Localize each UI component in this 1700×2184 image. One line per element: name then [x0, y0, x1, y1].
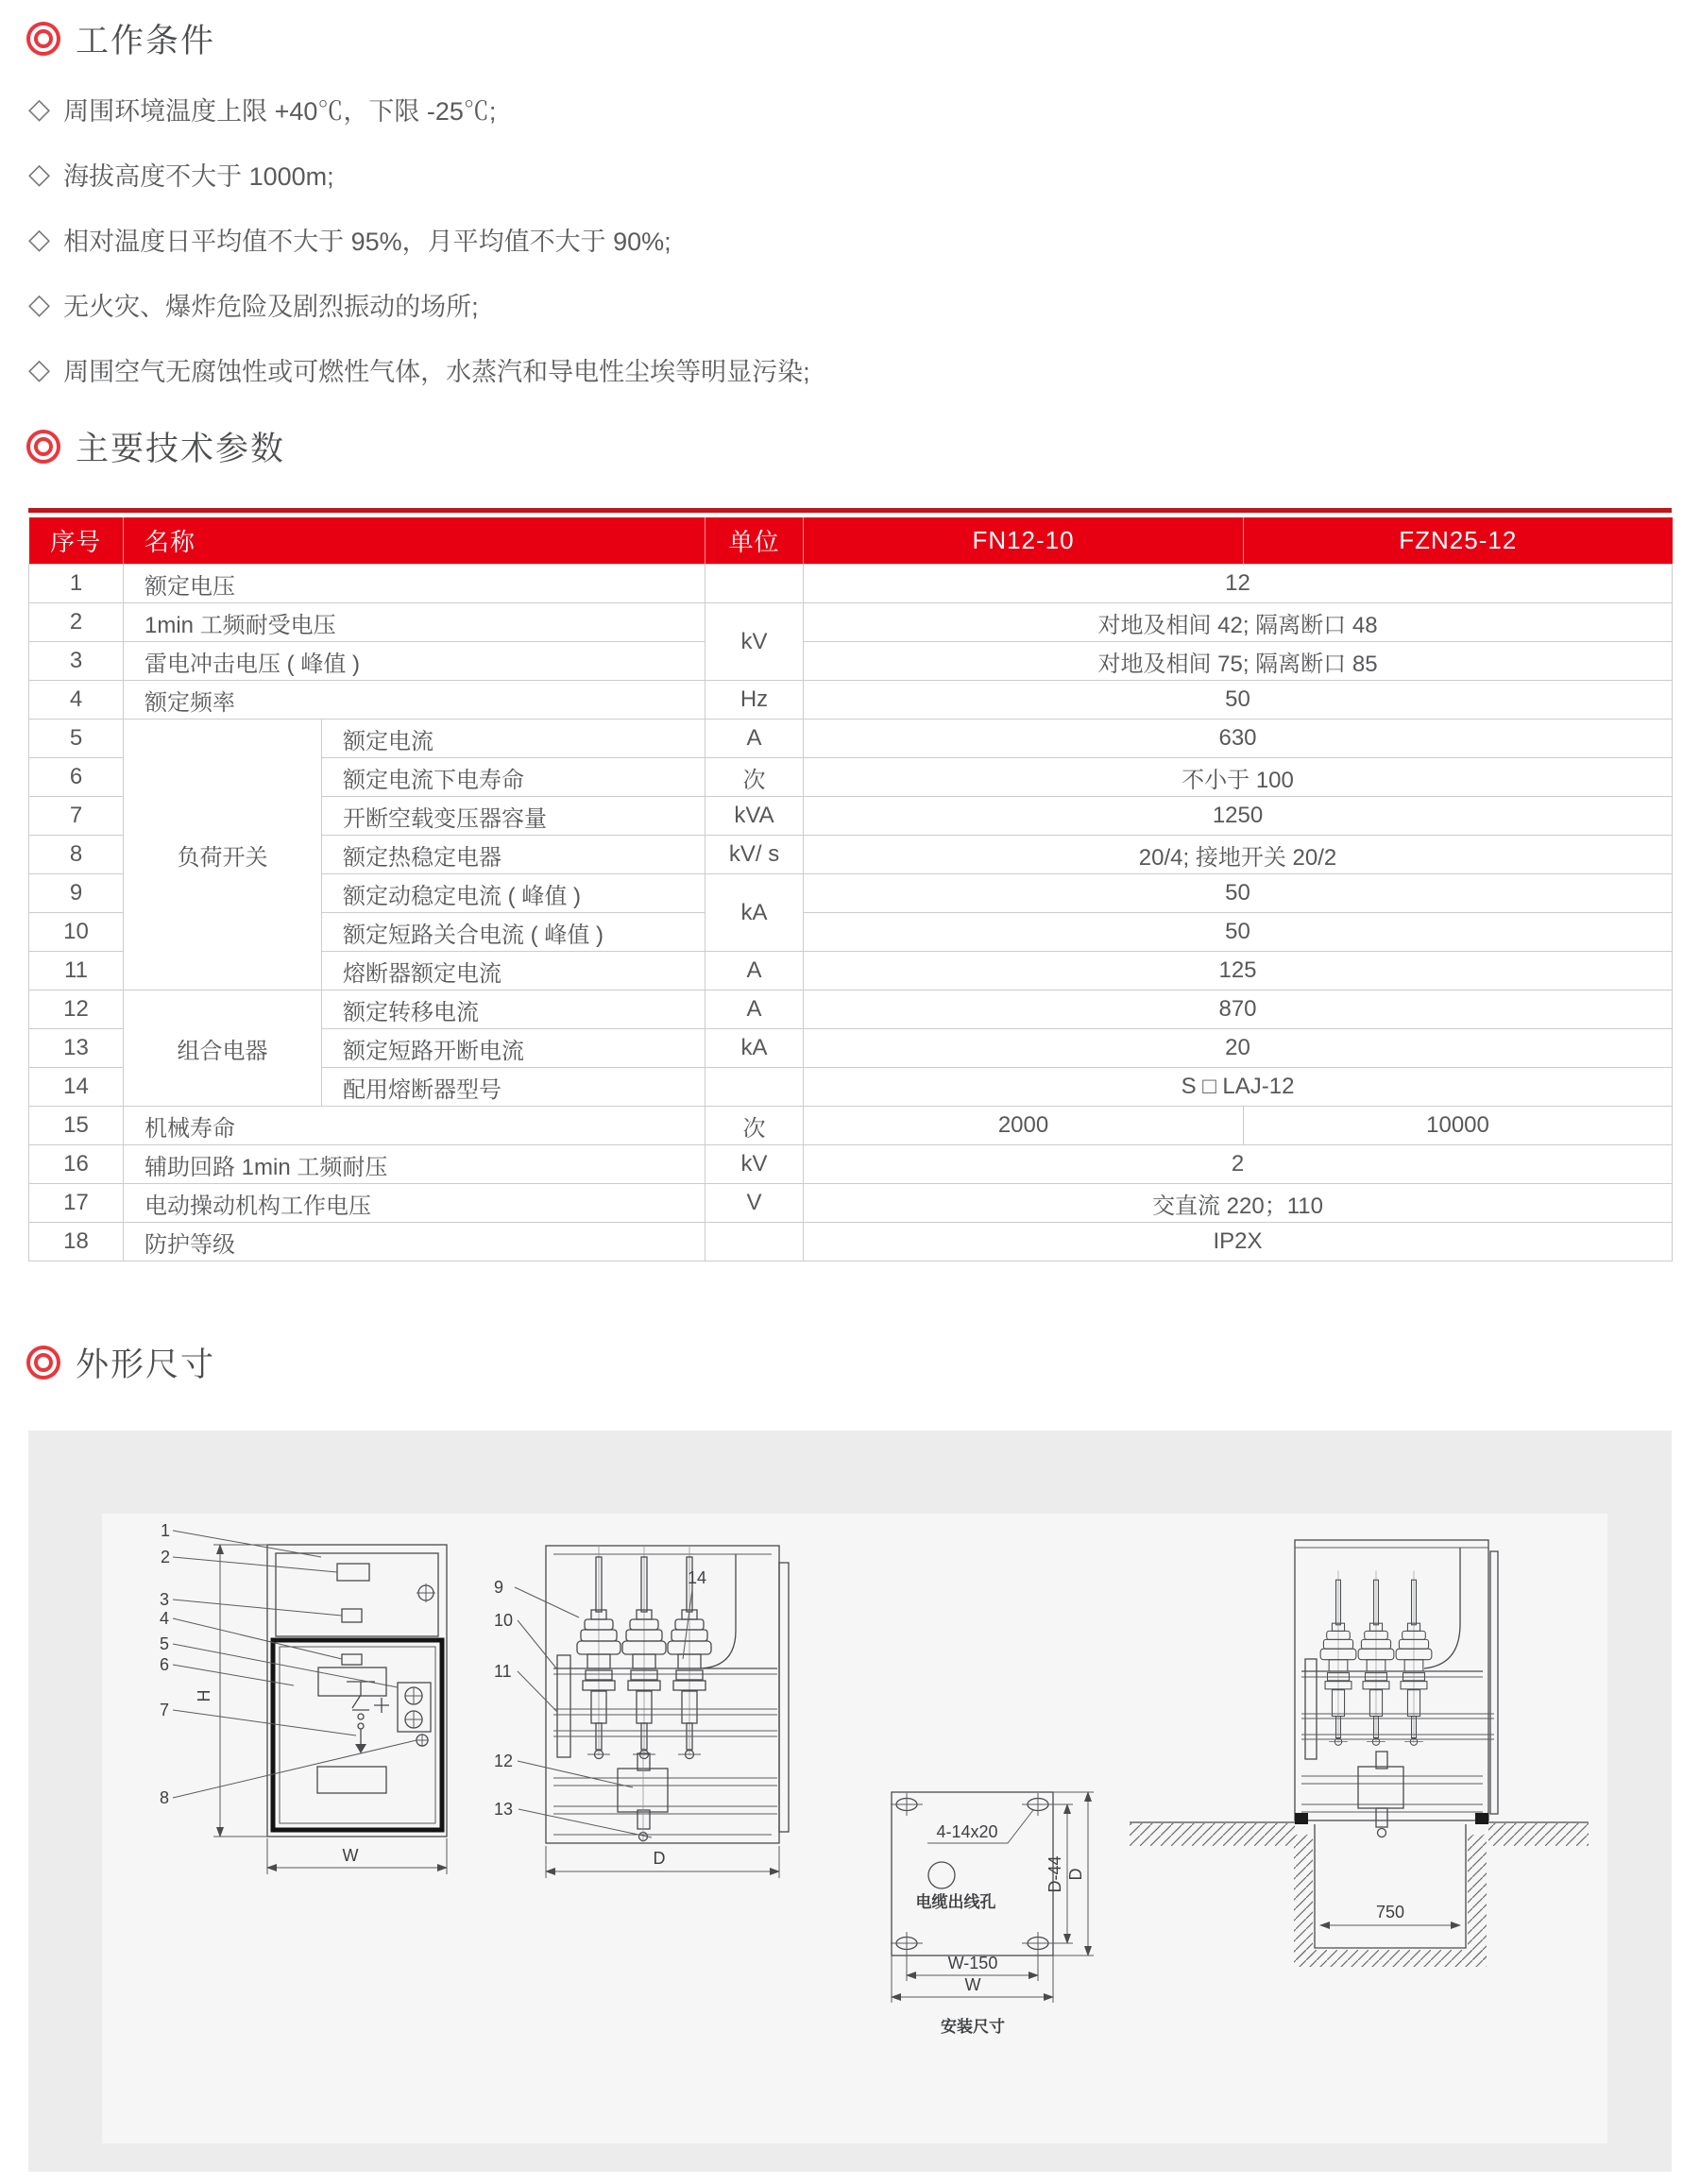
cell-no: 2 [29, 603, 124, 642]
cell-no: 3 [29, 642, 124, 681]
cable-outlet-label: 电缆出线孔 [915, 1893, 996, 1911]
table-row [29, 681, 1673, 720]
bullseye-icon [26, 22, 60, 56]
cell-unit: kV [706, 1145, 804, 1184]
diamond-bullet-icon: ◇ [28, 223, 51, 255]
cell-unit: kV [706, 603, 804, 681]
cell-no: 4 [29, 681, 124, 720]
col-header-name: 名称 [124, 517, 706, 565]
part-label: 11 [494, 1662, 512, 1681]
part-label: 1 [161, 1521, 171, 1540]
cell-value: 1250 [804, 797, 1673, 836]
col-header-unit: 单位 [706, 517, 804, 565]
cell-group-combined-apparatus: 组合电器 [124, 990, 322, 1107]
bullseye-icon [26, 430, 60, 464]
cell-no: 8 [29, 836, 124, 874]
cell-no: 12 [29, 990, 124, 1029]
table-row [29, 1223, 1673, 1261]
cell-unit: A [706, 990, 804, 1029]
cell-name: 机械寿命 [124, 1107, 706, 1145]
cell-value: 870 [804, 990, 1673, 1029]
width-dimension-label: W [342, 1846, 359, 1865]
diamond-bullet-icon: ◇ [28, 353, 51, 385]
cell-unit: 次 [706, 1107, 804, 1145]
cell-no: 9 [29, 874, 124, 913]
cell-value-fn12-10: 2000 [804, 1107, 1244, 1145]
cell-unit: A [706, 720, 804, 758]
cell-no: 10 [29, 913, 124, 952]
cell-no: 16 [29, 1145, 124, 1184]
cell-value: 50 [804, 874, 1673, 913]
cell-name: 额定热稳定电器 [322, 836, 706, 874]
cell-value: S □ LAJ-12 [804, 1068, 1673, 1107]
cell-unit: 次 [706, 758, 804, 797]
part-label: 3 [160, 1590, 170, 1609]
cell-name: 额定电流下电寿命 [322, 758, 706, 797]
table-row [29, 990, 1673, 1029]
parameters-table [28, 517, 1673, 1261]
list-item [28, 337, 810, 402]
section-title: 外形尺寸 [76, 1346, 216, 1383]
list-item [28, 207, 810, 272]
cell-no: 5 [29, 720, 124, 758]
cell-name: 额定频率 [124, 681, 706, 720]
condition-text: 周围环境温度上限 +40℃，下限 -25℃; [63, 97, 497, 126]
dimension-drawings-panel [28, 1431, 1672, 2172]
cell-value: 对地及相间 42; 隔离断口 48 [804, 603, 1673, 642]
trench-width-dimension-label: 750 [1375, 1903, 1405, 1922]
list-item [28, 272, 810, 337]
part-label: 2 [161, 1548, 171, 1566]
section-title: 主要技术参数 [76, 431, 286, 467]
cell-name: 配用熔断器型号 [322, 1068, 706, 1107]
list-item [28, 142, 810, 207]
cell-no: 6 [29, 758, 124, 797]
part-label: 8 [160, 1788, 170, 1807]
part-label: 7 [160, 1701, 170, 1719]
cell-value: 50 [804, 913, 1673, 952]
part-label: 10 [494, 1611, 514, 1630]
cell-unit [706, 1068, 804, 1107]
cell-name: 额定转移电流 [322, 990, 706, 1029]
cell-value: IP2X [804, 1223, 1673, 1261]
cell-name: 防护等级 [124, 1223, 706, 1261]
table-row [29, 642, 1673, 681]
table-row [29, 720, 1673, 758]
cell-name: 熔断器额定电流 [322, 952, 706, 990]
bolt-hole-label: 4-14x20 [936, 1822, 998, 1841]
diamond-bullet-icon: ◇ [28, 288, 51, 320]
table-row [29, 1145, 1673, 1184]
cell-no: 1 [29, 565, 124, 603]
table-row [29, 1184, 1673, 1223]
col-header-no: 序号 [29, 517, 124, 565]
cell-value: 不小于 100 [804, 758, 1673, 797]
mounting-caption: 安装尺寸 [941, 2018, 1005, 2036]
condition-text: 海拔高度不大于 1000m; [63, 162, 334, 191]
cell-name: 额定电压 [124, 565, 706, 603]
dimension-drawings [28, 1431, 1672, 2172]
cell-value: 2 [804, 1145, 1673, 1184]
list-item [28, 76, 810, 142]
table-accent-bar [28, 508, 1672, 513]
cell-value-fzn25-12: 10000 [1244, 1107, 1673, 1145]
part-label: 12 [494, 1752, 514, 1770]
cell-no: 14 [29, 1068, 124, 1107]
cell-unit [706, 565, 804, 603]
cell-no: 15 [29, 1107, 124, 1145]
width-dimension-label: W [964, 1975, 981, 1994]
cell-no: 7 [29, 797, 124, 836]
bullseye-icon [26, 1346, 60, 1380]
cell-unit: kV/ s [706, 836, 804, 874]
cell-unit: kA [706, 874, 804, 952]
inner-depth-dimension-label: D-44 [1046, 1855, 1064, 1893]
diamond-bullet-icon: ◇ [28, 158, 51, 190]
cell-name: 额定动稳定电流 ( 峰值 ) [322, 874, 706, 913]
cell-name: 开断空载变压器容量 [322, 797, 706, 836]
working-conditions-heading [26, 15, 215, 62]
cell-no: 17 [29, 1184, 124, 1223]
cell-no: 13 [29, 1029, 124, 1068]
part-label: 13 [494, 1800, 514, 1819]
condition-text: 周围空气无腐蚀性或可燃性气体，水蒸汽和导电性尘埃等明显污染; [63, 358, 810, 386]
cell-name: 辅助回路 1min 工频耐压 [124, 1145, 706, 1184]
cell-value: 630 [804, 720, 1673, 758]
diamond-bullet-icon: ◇ [28, 93, 51, 125]
cell-no: 11 [29, 952, 124, 990]
depth-dimension-label: D [653, 1849, 666, 1868]
col-header-fn12-10: FN12-10 [804, 517, 1244, 565]
part-label: 9 [494, 1578, 504, 1597]
cell-value: 交直流 220；110 [804, 1184, 1673, 1223]
table-header-row [29, 517, 1673, 565]
condition-text: 相对温度日平均值不大于 95%，月平均值不大于 90%; [63, 228, 672, 256]
table-row [29, 565, 1673, 603]
height-dimension-label: H [195, 1689, 213, 1702]
cell-value: 50 [804, 681, 1673, 720]
part-label: 6 [160, 1655, 170, 1674]
col-header-fzn25-12: FZN25-12 [1244, 517, 1673, 565]
part-label: 14 [688, 1568, 707, 1587]
cell-unit: A [706, 952, 804, 990]
cell-name: 雷电冲击电压 ( 峰值 ) [124, 642, 706, 681]
cell-no: 18 [29, 1223, 124, 1261]
part-label: 4 [160, 1609, 170, 1628]
dimensions-heading [26, 1339, 215, 1386]
cell-unit: V [706, 1184, 804, 1223]
cell-name: 额定短路关合电流 ( 峰值 ) [322, 913, 706, 952]
cell-name: 额定短路开断电流 [322, 1029, 706, 1068]
condition-text: 无火灾、爆炸危险及剧烈振动的场所; [63, 293, 479, 321]
cell-unit [706, 1223, 804, 1261]
depth-dimension-label: D [1066, 1868, 1085, 1881]
working-conditions-list [28, 76, 810, 402]
cell-unit: Hz [706, 681, 804, 720]
cell-value: 对地及相间 75; 隔离断口 85 [804, 642, 1673, 681]
table-row [29, 603, 1673, 642]
cell-value: 20 [804, 1029, 1673, 1068]
inner-width-dimension-label: W-150 [947, 1954, 998, 1972]
parameters-heading [26, 423, 285, 470]
cell-value: 12 [804, 565, 1673, 603]
cell-value: 20/4; 接地开关 20/2 [804, 836, 1673, 874]
cell-group-load-switch: 负荷开关 [124, 720, 322, 990]
cell-name: 电动操动机构工作电压 [124, 1184, 706, 1223]
table-row [29, 1107, 1673, 1145]
cell-unit: kA [706, 1029, 804, 1068]
cell-value: 125 [804, 952, 1673, 990]
cell-name: 1min 工频耐受电压 [124, 603, 706, 642]
cell-unit: kVA [706, 797, 804, 836]
cell-name: 额定电流 [322, 720, 706, 758]
section-title: 工作条件 [76, 23, 216, 59]
part-label: 5 [160, 1634, 170, 1653]
